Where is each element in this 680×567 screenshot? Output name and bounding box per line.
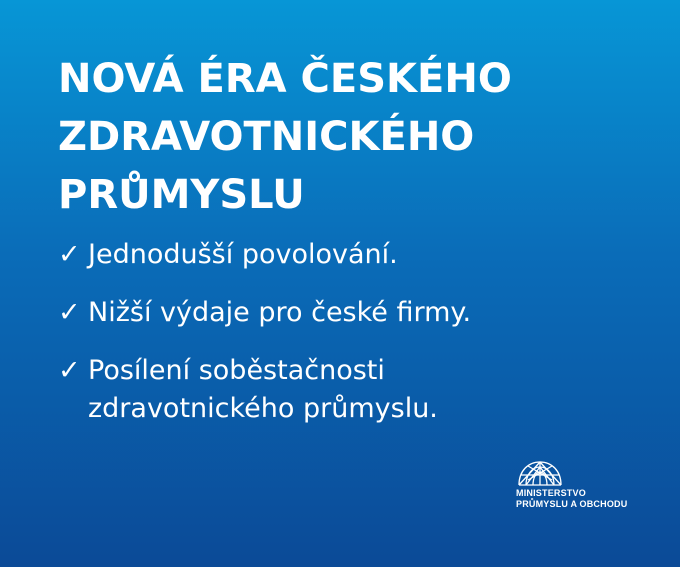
benefits-list: [58, 236, 658, 448]
headline-line-3: PRŮMYSLU: [58, 172, 305, 218]
benefit-text: [88, 236, 398, 274]
check-icon: ✓: [58, 355, 81, 386]
globe-mesh-icon: [516, 458, 564, 488]
benefit-line: Posílení soběstačnosti: [88, 355, 385, 386]
ministry-logo: [516, 458, 646, 518]
headline-line-1: NOVÁ ÉRA ČESKÉHO: [58, 56, 512, 102]
benefit-line: zdravotnického průmyslu.: [88, 393, 438, 424]
logo-text: [516, 488, 627, 510]
benefit-item-3: [58, 352, 658, 428]
benefit-item-1: [58, 236, 658, 274]
check-icon: ✓: [58, 239, 81, 270]
benefit-line: Jednodušší povolování.: [88, 239, 398, 270]
check-icon: ✓: [58, 297, 81, 328]
benefit-item-2: [58, 294, 658, 332]
benefit-text: [88, 352, 438, 428]
headline: [58, 50, 658, 224]
logo-line-2: PRŮMYSLU A OBCHODU: [516, 499, 628, 509]
benefit-text: [88, 294, 471, 332]
benefit-line: Nižší výdaje pro české firmy.: [88, 297, 472, 328]
logo-line-1: MINISTERSTVO: [516, 488, 586, 498]
headline-line-2: ZDRAVOTNICKÉHO: [58, 114, 475, 160]
